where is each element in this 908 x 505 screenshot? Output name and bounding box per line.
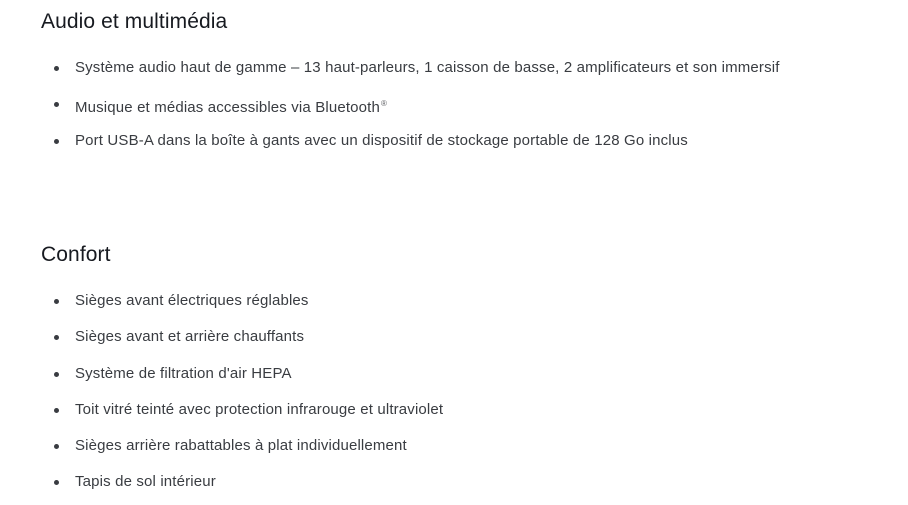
feature-list — [41, 50, 908, 159]
list-item — [41, 464, 908, 500]
list-item-text: Sièges arrière rabattables à plat individuellement — [75, 437, 407, 455]
list-item — [41, 86, 908, 122]
list-item — [41, 356, 908, 392]
list-item-text: Système audio haut de gamme – 13 haut-parleurs, 1 caisson de basse, 2 amplificateurs et son immersif — [75, 59, 780, 76]
list-item — [41, 50, 908, 86]
feature-list — [41, 283, 908, 501]
section-title: Audio et multimédia — [41, 10, 228, 33]
bullet-icon — [54, 480, 59, 485]
list-item — [41, 283, 908, 319]
bullet-icon — [54, 372, 59, 377]
section-confort — [41, 241, 908, 501]
registered-trademark-symbol: ® — [380, 99, 387, 109]
list-item-text: Sièges avant et arrière chauffants — [75, 328, 305, 346]
bullet-icon — [54, 335, 59, 340]
bullet-icon — [54, 66, 59, 71]
list-item-text: Système de filtration d'air HEPA — [75, 364, 292, 382]
list-item-text: Port USB-A dans la boîte à gants avec un dispositif de stockage portable de 128 Go inclus — [75, 131, 688, 149]
list-item — [41, 392, 908, 428]
bullet-icon — [54, 408, 59, 413]
list-item-text: Musique et médias accessibles via Bluetooth — [75, 99, 380, 117]
bullet-icon — [54, 102, 59, 107]
list-item-text: Sièges avant électriques réglables — [75, 292, 309, 309]
list-item — [41, 428, 908, 464]
bullet-icon — [54, 444, 59, 449]
list-item — [41, 319, 908, 355]
list-item-text: Toit vitré teinté avec protection infrarouge et ultraviolet — [75, 400, 444, 418]
list-item-text: Tapis de sol intérieur — [75, 473, 216, 491]
bullet-icon — [54, 299, 59, 304]
list-item — [41, 123, 908, 159]
bullet-icon — [54, 139, 59, 144]
section-audio-multimedia — [41, 8, 908, 159]
section-title: Confort — [41, 243, 111, 266]
